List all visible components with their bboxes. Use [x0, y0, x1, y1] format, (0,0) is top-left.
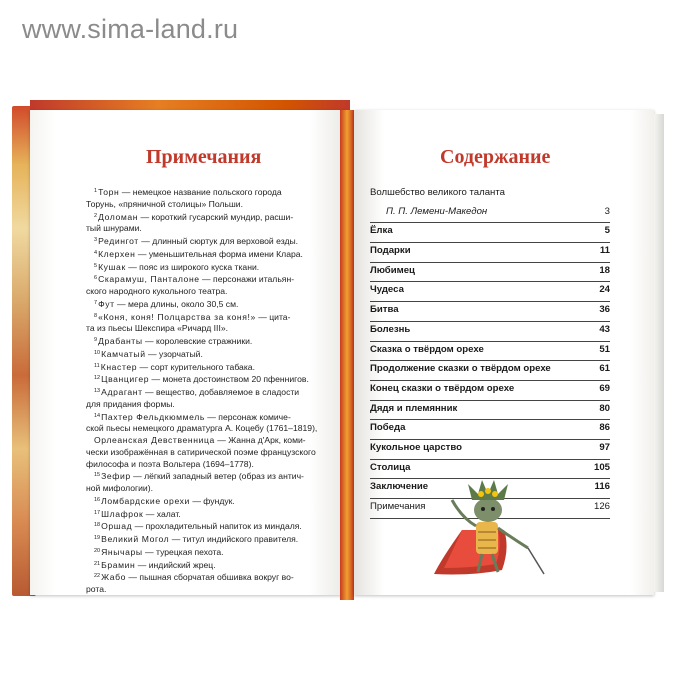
- note-number: 2: [94, 212, 98, 219]
- note-continuation: та из пьесы Шекспира «Ричард III».: [86, 323, 228, 334]
- note-term: Шлафрок: [101, 508, 144, 519]
- toc-entry-page: 11: [599, 245, 610, 257]
- note-item: [86, 470, 326, 495]
- toc-entry-title: П. П. Лемени-Македон: [386, 205, 488, 217]
- toc-entry: [370, 381, 610, 401]
- toc-entry-title: Ёлка: [370, 225, 393, 237]
- note-number: 20: [94, 547, 101, 554]
- note-number: 10: [94, 349, 101, 356]
- note-item: [86, 411, 326, 436]
- note-text: — узорчатый.: [145, 348, 203, 359]
- toc-entry-title: Конец сказки о твёрдом орехе: [370, 382, 515, 394]
- note-item: [86, 533, 326, 546]
- note-continuation: для придания формы.: [86, 398, 175, 409]
- note-number: 4: [94, 249, 98, 256]
- note-text: — длинный сюртук для верховой езды.: [138, 236, 299, 246]
- note-term: Жабо: [101, 572, 127, 583]
- toc-entry: [370, 185, 610, 204]
- crown-gem-2: [485, 488, 491, 494]
- toc-entry: [370, 263, 610, 283]
- toc-entry: [370, 223, 610, 243]
- note-continuation: ской пьесы немецкого драматурга А. Коцебу (1761–1819),: [86, 423, 318, 434]
- note-term: Торн: [98, 187, 120, 197]
- note-term: Зефир: [101, 471, 131, 482]
- note-item: [86, 298, 326, 311]
- head: [474, 498, 502, 522]
- note-number: 18: [94, 522, 101, 529]
- note-term: Великий Могол: [101, 534, 170, 544]
- golden-vest: [476, 522, 498, 554]
- note-term: Клерхен: [98, 248, 136, 259]
- note-continuation: философа и поэта Вольтера (1694–1778).: [86, 458, 254, 469]
- note-continuation: ского народного кукольного театра.: [86, 286, 228, 296]
- note-term: Редингот: [98, 236, 139, 246]
- toc-entry-title: Примечания: [370, 501, 426, 512]
- note-text: — лёгкий западный ветер (образ из антич-: [130, 471, 304, 482]
- note-number: 17: [94, 509, 101, 516]
- note-number: 13: [94, 388, 101, 394]
- note-item: [86, 273, 326, 298]
- toc-entry: [370, 460, 610, 480]
- note-item: [86, 435, 326, 470]
- toc-entry-title: Сказка о твёрдом орехе: [370, 343, 484, 355]
- note-number: 21: [94, 560, 101, 567]
- note-term: Кнастер: [100, 361, 138, 372]
- note-item: [86, 261, 326, 274]
- note-item: [86, 211, 326, 236]
- toc-entry-page: 3: [604, 205, 610, 217]
- left-eye: [481, 507, 485, 511]
- note-item: [86, 348, 326, 361]
- note-item: [86, 361, 326, 374]
- notes-title: Примечания: [146, 146, 262, 168]
- note-item: [86, 235, 326, 248]
- note-number: 3: [94, 237, 98, 243]
- note-continuation: тый шнурами.: [86, 223, 142, 234]
- note-term: «Коня, коня! Полцарства за коня!»: [98, 311, 256, 322]
- note-number: 19: [94, 535, 101, 541]
- toc-entry-title: Волшебство великого таланта: [370, 187, 505, 198]
- note-text: — Жанна д'Арк, коми-: [214, 435, 306, 445]
- note-item: [86, 571, 326, 596]
- note-continuation: рота.: [86, 584, 107, 594]
- toc-entry: [370, 204, 610, 224]
- note-text: — пояс из широкого куска ткани.: [125, 261, 260, 272]
- toc-entry-title: Подарки: [370, 245, 411, 257]
- right-eye: [491, 507, 495, 511]
- toc-entry-title: Битва: [370, 304, 399, 316]
- note-term: Ломбардские орехи: [101, 495, 190, 506]
- note-text: — цита-: [255, 311, 291, 322]
- note-number: 5: [94, 262, 98, 269]
- note-term: Адрагант: [101, 387, 143, 397]
- toc-entry-title: Победа: [370, 422, 406, 434]
- note-item: [86, 373, 326, 386]
- toc-entry-title: Любимец: [370, 264, 415, 276]
- toc-entry: [370, 243, 610, 263]
- toc-entry-page: 36: [599, 304, 610, 316]
- note-item: [86, 335, 326, 348]
- note-item: [86, 520, 326, 533]
- note-number: 16: [94, 496, 101, 503]
- note-number: 14: [94, 412, 101, 419]
- note-term: Драбанты: [98, 336, 143, 346]
- toc-entry: [370, 282, 610, 302]
- note-text: — халат.: [143, 508, 181, 519]
- toc-entry-page: 86: [599, 422, 610, 434]
- toc-entry-page: 51: [599, 343, 610, 355]
- note-term: Пахтер Фельдкюммель: [101, 411, 205, 422]
- toc-entry: [370, 440, 610, 460]
- toc-entry: [370, 420, 610, 440]
- crown-gem-3: [492, 491, 498, 497]
- note-text: — уменьшительная форма имени Клара.: [135, 248, 303, 259]
- note-term: Янычары: [101, 546, 143, 557]
- toc-entry-page: 61: [599, 363, 610, 375]
- contents-title: Содержание: [440, 146, 551, 168]
- toc-entry: [370, 302, 610, 322]
- note-text: — королевские стражники.: [142, 336, 253, 346]
- note-term: Скарамуш, Панталоне: [98, 274, 200, 285]
- note-item: [86, 386, 326, 411]
- note-item: [86, 186, 326, 211]
- note-number: 8: [94, 312, 98, 319]
- notes-list: [86, 186, 326, 596]
- toc-entry-title: Продолжение сказки о твёрдом орехе: [370, 363, 551, 375]
- note-continuation: Торунь, «пряничной столицы» Польши.: [86, 198, 243, 209]
- note-term: Орлеанская Девственница: [94, 435, 215, 445]
- note-number: 11: [94, 362, 100, 369]
- toc-entry-page: 97: [599, 441, 610, 453]
- note-item: [86, 559, 326, 572]
- note-text: — турецкая пехота.: [142, 546, 224, 557]
- note-text: — мера длины, около 30,5 см.: [114, 298, 239, 309]
- toc-entry-title: Заключение: [370, 481, 429, 493]
- note-text: — фундук.: [189, 495, 235, 506]
- note-text: — персонажи итальян-: [199, 274, 295, 285]
- toc-entry-page: 116: [594, 481, 610, 493]
- note-term: Фут: [98, 298, 115, 309]
- page-stack-edge: [654, 114, 664, 592]
- toc-entry: [370, 361, 610, 381]
- note-text: — пышная сборчатая обшивка вокруг во-: [126, 572, 294, 583]
- toc-entry-title: Кукольное царство: [370, 441, 463, 453]
- note-item: [86, 508, 326, 521]
- note-term: Оршад: [101, 521, 133, 532]
- note-continuation: чески изображённая в сатирической поэме французского: [86, 446, 316, 457]
- toc-entry-title: Болезнь: [370, 323, 411, 335]
- note-term: Камчатый: [101, 348, 146, 359]
- note-number: 22: [94, 573, 101, 580]
- note-item: [86, 311, 326, 336]
- toc-entry: [370, 401, 610, 421]
- note-text: — монета достоинством 20 пфеннигов.: [149, 374, 309, 385]
- toc-entry-page: 126: [593, 501, 610, 512]
- toc-entry-page: 43: [599, 323, 610, 335]
- note-number: 1: [94, 188, 98, 194]
- toc-entry-page: 105: [593, 461, 610, 473]
- note-number: 7: [94, 299, 98, 306]
- note-text: — титул индийского правителя.: [169, 534, 299, 544]
- toc-entry-page: 24: [599, 284, 610, 296]
- note-item: [86, 248, 326, 261]
- toc-entry-page: 18: [599, 264, 610, 276]
- note-number: 12: [94, 375, 101, 382]
- note-item: [86, 495, 326, 508]
- toc-entry-page: 5: [604, 225, 610, 237]
- toc-entry: [370, 342, 610, 362]
- note-term: Цванцигер: [101, 374, 150, 385]
- note-continuation: ной мифологии).: [86, 483, 153, 493]
- table-of-contents: [370, 185, 610, 519]
- toc-entry-title: Чудеса: [370, 284, 404, 296]
- watermark-url: www.sima-land.ru: [22, 14, 239, 44]
- toc-entry-title: Столица: [370, 461, 411, 473]
- crown-gem-1: [478, 491, 484, 497]
- note-number: 15: [94, 472, 101, 479]
- note-item: [86, 546, 326, 559]
- note-text: — прохладительный напиток из миндаля.: [132, 521, 302, 532]
- note-text: — сорт курительного табака.: [137, 361, 255, 372]
- note-text: — немецкое название польского города: [119, 187, 282, 197]
- note-number: 6: [94, 275, 98, 282]
- nutcracker-illustration: [432, 478, 552, 578]
- toc-entry-page: 80: [599, 402, 610, 414]
- note-text: — вещество, добавляемое в сладости: [142, 387, 300, 397]
- toc-entry-page: 69: [599, 382, 610, 394]
- note-term: Брамин: [101, 559, 136, 570]
- toc-entry-page: [606, 185, 610, 204]
- note-term: Доломан: [98, 211, 139, 222]
- book-spine: [340, 110, 354, 600]
- toc-entry-title: Дядя и племянник: [370, 402, 458, 414]
- raised-arm: [452, 500, 476, 526]
- toc-entry: [370, 322, 610, 342]
- note-text: — индийский жрец.: [135, 559, 216, 570]
- note-term: Кушак: [98, 261, 126, 272]
- note-number: 9: [94, 337, 98, 343]
- sword: [528, 548, 544, 574]
- note-text: — короткий гусарский мундир, расши-: [138, 211, 294, 222]
- note-text: — персонаж комиче-: [204, 411, 291, 422]
